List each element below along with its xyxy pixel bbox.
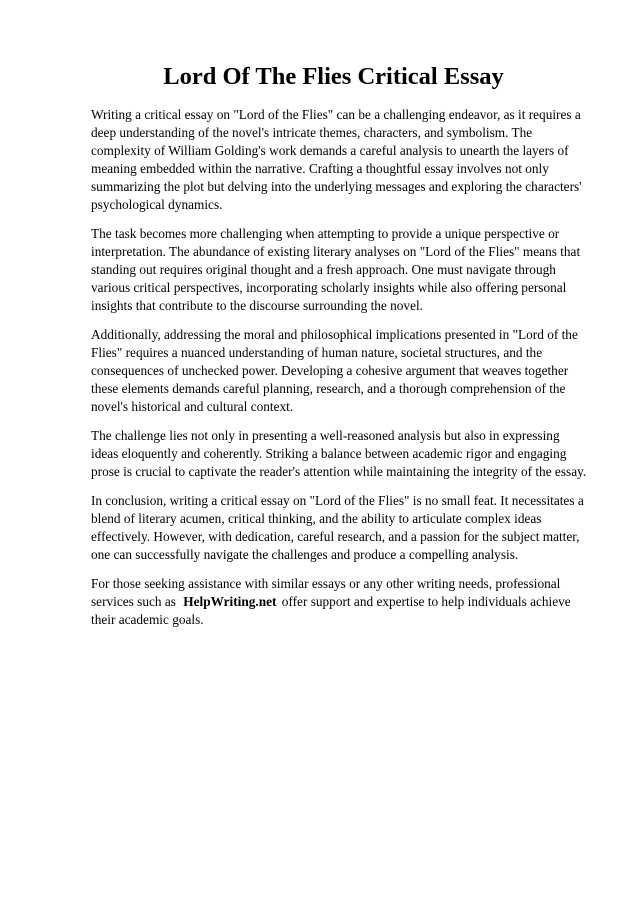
paragraph-4: The challenge lies not only in presenting a well-reasoned analysis but also in expressing ideas eloquently and coherently. Striking a balance between academic rigor and engaging prose is crucial to captivate the reader's attention while maintaining the integrity of the essay. <box>91 428 587 479</box>
paragraph-1: Writing a critical essay on "Lord of the Flies" can be a challenging endeavor, as it requires a deep understanding of the novel's intricate themes, characters, and symbolism. The complexity of William Golding's work demands a careful analysis to unearth the layers of meaning embedded within the narrative. Crafting a thoughtful essay involves not only summarizing the plot but delving into the underlying messages and exploring the characters' psychological dynamics. <box>91 107 582 212</box>
paragraph-6 <box>91 575 590 629</box>
document-title: Lord Of The Flies Critical Essay <box>163 63 504 90</box>
paragraph-5: In conclusion, writing a critical essay on "Lord of the Flies" is no small feat. It necessitates a blend of literary acumen, critical thinking, and the ability to articulate complex ideas effectively. However, with dedication, careful research, and a passion for the subject matter, one can successfully navigate the challenges and produce a compelling analysis. <box>91 493 584 562</box>
paragraph-3: Additionally, addressing the moral and philosophical implications presented in "Lord of the Flies" requires a nuanced understanding of human nature, societal structures, and the consequences of unchecked power. Developing a cohesive argument that weaves together these elements demands careful planning, research, and a thorough comprehension of the novel's historical and cultural context. <box>91 327 578 414</box>
paragraph-6-text-before: For those seeking assistance with similar essays or any other writing needs, professional services such as <box>91 576 561 609</box>
paragraph-2: The task becomes more challenging when attempting to provide a unique perspective or interpretation. The abundance of existing literary analyses on "Lord of the Flies" means that standing out requires original thought and a fresh approach. One must navigate through various critical perspectives, incorporating scholarly insights while also offering personal insights that contribute to the discourse surrounding the novel. <box>91 226 581 313</box>
paragraph-6-text-after: offer support and expertise to help individuals achieve their academic goals. <box>91 594 571 627</box>
helpwriting-link[interactable]: HelpWriting.net <box>183 594 277 609</box>
